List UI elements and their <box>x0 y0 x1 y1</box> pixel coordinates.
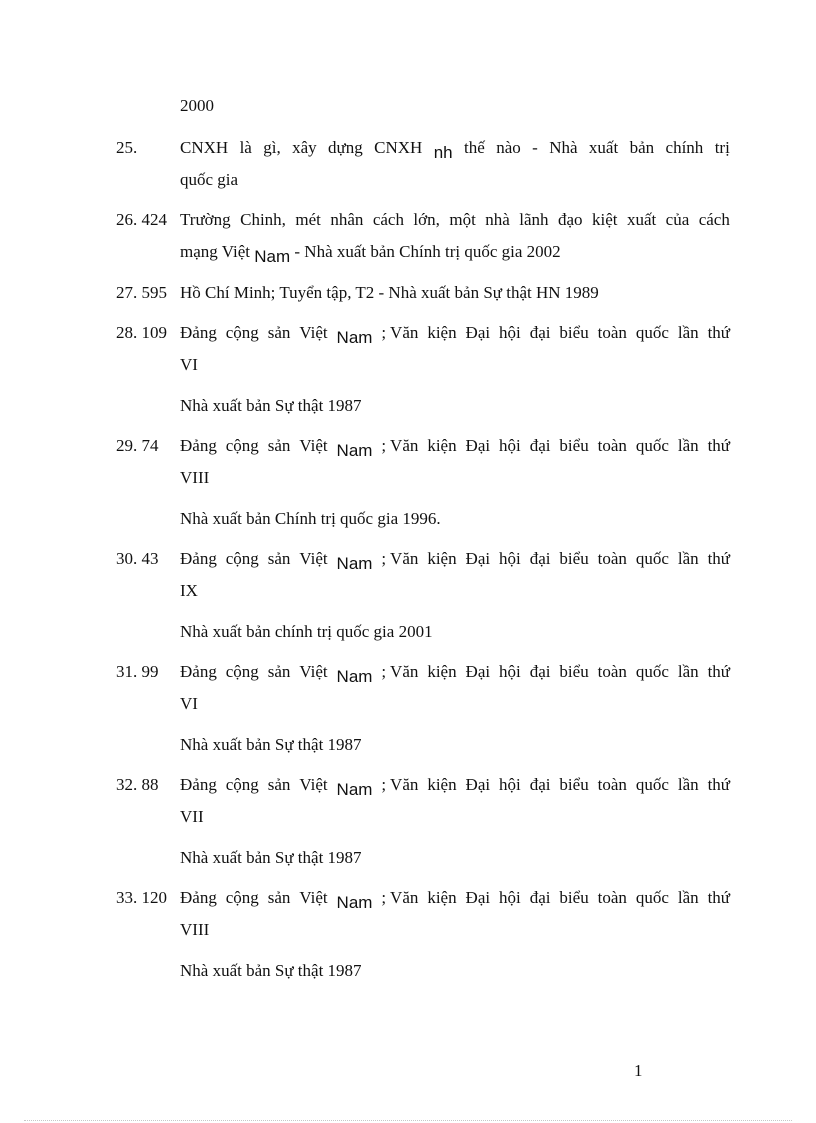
word: ; Văn <box>381 662 419 681</box>
word: cách <box>372 210 404 229</box>
word: biểu <box>559 662 589 681</box>
word: đại <box>529 436 551 455</box>
word: quốc <box>635 662 669 681</box>
word: đại <box>529 323 551 342</box>
word: Việt <box>299 549 328 568</box>
entry-text <box>180 549 730 573</box>
word: dựng <box>328 138 363 157</box>
entry-publisher: Nhà xuất bản Chính trị quốc gia 1996. <box>180 509 441 528</box>
word: lần <box>677 888 699 907</box>
word: sản <box>267 775 291 794</box>
entry-text <box>180 662 730 686</box>
word: thứ <box>707 549 730 568</box>
word: Đại <box>465 662 491 681</box>
word: toàn <box>597 549 627 568</box>
word: hội <box>499 549 521 568</box>
word: kiện <box>427 549 457 568</box>
entry-number: 28. 109 <box>116 323 167 342</box>
word: biểu <box>559 436 589 455</box>
word: toàn <box>597 436 627 455</box>
word: xây <box>292 138 317 157</box>
page-bottom-divider <box>24 1120 792 1121</box>
word: cộng <box>225 775 259 794</box>
word: Nhà <box>549 138 578 157</box>
word: hội <box>499 662 521 681</box>
entry-text <box>180 888 730 912</box>
word: biểu <box>559 323 589 342</box>
word: cách <box>698 210 730 229</box>
word: Chinh, <box>240 210 286 229</box>
subscript-text: nh <box>433 143 453 162</box>
word: gì, <box>263 138 281 157</box>
word: lần <box>677 323 699 342</box>
word: hội <box>499 888 521 907</box>
word: nhân <box>330 210 364 229</box>
word: quốc <box>635 775 669 794</box>
subscript-text: Nam <box>336 780 373 799</box>
word: thứ <box>707 662 730 681</box>
word: Việt <box>299 775 328 794</box>
word: cộng <box>225 888 259 907</box>
word: lớn, <box>413 210 440 229</box>
word: ; Văn <box>381 323 419 342</box>
word: Đảng <box>180 436 217 455</box>
word: cộng <box>225 662 259 681</box>
continuation-year: 2000 <box>180 96 214 115</box>
word: thế <box>464 138 485 157</box>
page-number: 1 <box>634 1061 643 1080</box>
word: biểu <box>559 775 589 794</box>
word: ; Văn <box>381 549 419 568</box>
subscript-text: Nam <box>254 247 291 266</box>
word: CNXH <box>180 138 229 157</box>
word: là <box>239 138 252 157</box>
word: đại <box>529 775 551 794</box>
subscript-text: Nam <box>336 893 373 912</box>
entry-text-cont <box>180 242 561 266</box>
word: CNXH <box>374 138 423 157</box>
entry-text <box>180 138 730 162</box>
entry-number: 25. <box>116 138 138 157</box>
entry-volume: VIII <box>180 468 210 487</box>
word: Đảng <box>180 662 217 681</box>
word: quốc <box>635 323 669 342</box>
word: nhà <box>485 210 510 229</box>
word: thứ <box>707 888 730 907</box>
entry-number: 26. 424 <box>116 210 167 229</box>
word: của <box>665 210 690 229</box>
word: Đảng <box>180 775 217 794</box>
entry-volume: VIII <box>180 920 210 939</box>
word: kiệt <box>591 210 618 229</box>
word: Trường <box>180 210 231 229</box>
word: trị <box>714 138 730 157</box>
word: sản <box>267 549 291 568</box>
text-fragment: mạng Việt <box>180 242 255 261</box>
word: biểu <box>559 549 589 568</box>
word: nào <box>496 138 521 157</box>
entry-publisher: Nhà xuất bản Sự thật 1987 <box>180 396 362 415</box>
word: lần <box>677 549 699 568</box>
word: ; Văn <box>381 888 419 907</box>
entry-volume: IX <box>180 581 198 600</box>
word: Việt <box>299 888 328 907</box>
word: Đảng <box>180 323 217 342</box>
word: thứ <box>707 323 730 342</box>
entry-publisher: Nhà xuất bản Sự thật 1987 <box>180 961 362 980</box>
word: mét <box>295 210 321 229</box>
entry-text-cont: quốc gia <box>180 170 239 189</box>
word: thứ <box>707 436 730 455</box>
entry-number: 30. 43 <box>116 549 159 568</box>
word: Đại <box>465 775 491 794</box>
word: kiện <box>427 662 457 681</box>
word: Đại <box>465 323 491 342</box>
word: Việt <box>299 436 328 455</box>
word: biểu <box>559 888 589 907</box>
word: toàn <box>597 662 627 681</box>
entry-publisher: Nhà xuất bản chính trị quốc gia 2001 <box>180 622 433 641</box>
word: kiện <box>427 888 457 907</box>
word: đại <box>529 549 551 568</box>
entry-publisher: Nhà xuất bản Sự thật 1987 <box>180 735 362 754</box>
word: quốc <box>635 549 669 568</box>
word: ; Văn <box>381 775 419 794</box>
word: toàn <box>597 775 627 794</box>
word: quốc <box>635 888 669 907</box>
word: thứ <box>707 775 730 794</box>
word: quốc <box>635 436 669 455</box>
word: ; Văn <box>381 436 419 455</box>
subscript-text: Nam <box>336 554 373 573</box>
text-fragment: - Nhà xuất bản Chính trị quốc gia 2002 <box>290 242 561 261</box>
word: Việt <box>299 662 328 681</box>
entry-text <box>180 436 730 460</box>
word: đạo <box>557 210 583 229</box>
subscript-text: Nam <box>336 328 373 347</box>
word: đại <box>529 662 551 681</box>
word: toàn <box>597 888 627 907</box>
word: sản <box>267 888 291 907</box>
word: một <box>449 210 476 229</box>
entry-text: Hồ Chí Minh; Tuyển tập, T2 - Nhà xuất bản Sự thật HN 1989 <box>180 283 599 302</box>
entry-number: 31. 99 <box>116 662 159 681</box>
word: cộng <box>225 436 259 455</box>
word: kiện <box>427 436 457 455</box>
word: hội <box>499 436 521 455</box>
entry-number: 33. 120 <box>116 888 167 907</box>
word: lần <box>677 436 699 455</box>
entry-text <box>180 323 730 347</box>
word: Đảng <box>180 888 217 907</box>
word: kiện <box>427 775 457 794</box>
entry-volume: VII <box>180 807 204 826</box>
word: sản <box>267 323 291 342</box>
entry-publisher: Nhà xuất bản Sự thật 1987 <box>180 848 362 867</box>
entry-volume: VI <box>180 355 198 374</box>
word: Đại <box>465 888 491 907</box>
word: cộng <box>225 323 259 342</box>
entry-number: 29. 74 <box>116 436 159 455</box>
word: sản <box>267 436 291 455</box>
word: lần <box>677 775 699 794</box>
word: chính <box>665 138 704 157</box>
word: đại <box>529 888 551 907</box>
word: Đảng <box>180 549 217 568</box>
word: xuất <box>626 210 657 229</box>
word: lãnh <box>519 210 549 229</box>
entry-text <box>180 775 730 799</box>
word: sản <box>267 662 291 681</box>
word: Đại <box>465 549 491 568</box>
word: hội <box>499 323 521 342</box>
word: xuất <box>588 138 619 157</box>
entry-volume: VI <box>180 694 198 713</box>
word: Việt <box>299 323 328 342</box>
word: bản <box>629 138 655 157</box>
entry-number: 27. 595 <box>116 283 167 302</box>
subscript-text: Nam <box>336 667 373 686</box>
word: cộng <box>225 549 259 568</box>
word: hội <box>499 775 521 794</box>
word: toàn <box>597 323 627 342</box>
word: lần <box>677 662 699 681</box>
subscript-text: Nam <box>336 441 373 460</box>
entry-number: 32. 88 <box>116 775 159 794</box>
word: Đại <box>465 436 491 455</box>
entry-text <box>180 210 730 230</box>
word: kiện <box>427 323 457 342</box>
word: - <box>532 138 538 157</box>
